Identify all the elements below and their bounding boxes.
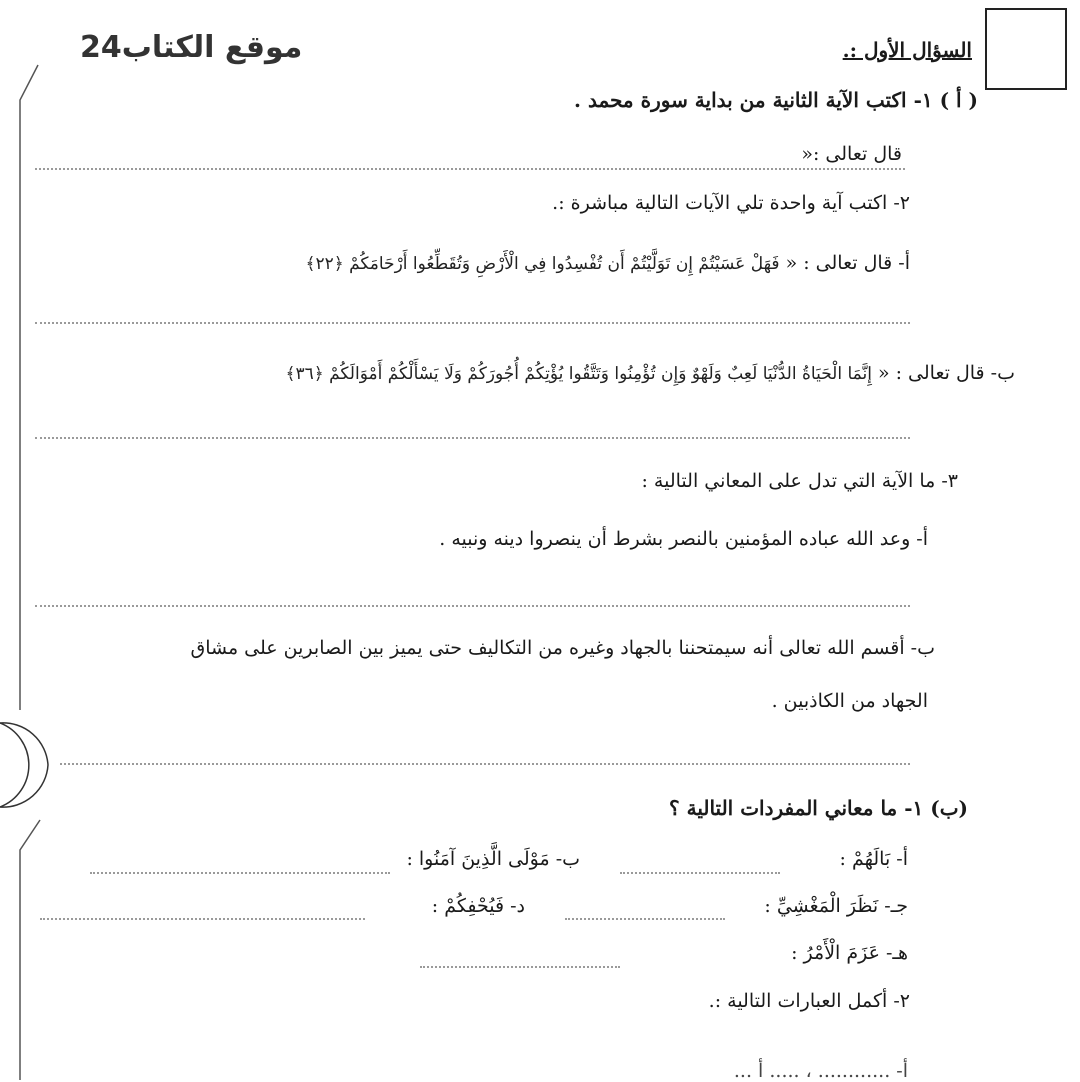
part-b-q2-a-partial: أ- ............ ، ..... أ ... (733, 1060, 908, 1082)
part-a-q1: ( أ ) ١- اكتب الآية الثانية من بداية سورة محمد . (574, 88, 978, 112)
q2-a-verse: فَهَلْ عَسَيْتُمْ إِن تَوَلَّيْتُمْ أَن تُفْسِدُوا فِي الْأَرْضِ وَتُقَطِّعُوا أَرْحَامَكُمْ ﴿٢٢﴾ (305, 254, 780, 274)
vocab-e-label: هـ- عَزَمَ الْأَمْرُ : (791, 942, 908, 964)
part-a-q3-a: أ- وعد الله عباده المؤمنين بالنصر بشرط أن ينصروا دينه ونبيه . (439, 528, 928, 550)
answer-line[interactable] (420, 966, 620, 968)
answer-line[interactable] (60, 763, 910, 765)
part-a-q3-b-line2: الجهاد من الكاذبين . (771, 690, 928, 712)
q2-b-verse: إِنَّمَا الْحَيَاةُ الدُّنْيَا لَعِبٌ وَلَهْوٌ وَإِن تُؤْمِنُوا وَتَتَّقُوا يُؤْتِكُمْ أُجُورَكُمْ وَلَا يَسْأَلْكُمْ أَمْوَالَكُمْ ﴿٣٦﴾ (285, 364, 872, 384)
question-title: السؤال الأول :. (842, 38, 972, 62)
answer-line[interactable] (35, 322, 910, 324)
margin-border (0, 50, 60, 1080)
vocab-d-label: د- فَيُحْفِكُمْ : (431, 895, 525, 917)
vocab-c-label: جـ- نَظَرَ الْمَغْشِيِّ : (764, 895, 908, 917)
part-a-q3-b-line1: ب- أقسم الله تعالى أنه سيمتحننا بالجهاد وغيره من التكاليف حتى يميز بين الصابرين على مشاق (190, 637, 935, 659)
binder-hole-circle (0, 715, 60, 815)
part-a-q2: ٢- اكتب آية واحدة تلي الآيات التالية مباشرة :. (552, 192, 910, 214)
q2-b-row (285, 362, 1015, 384)
score-box (985, 8, 1067, 90)
answer-line[interactable] (35, 168, 905, 170)
part-a-q3: ٣- ما الآية التي تدل على المعاني التالية : (641, 470, 958, 492)
answer-line[interactable] (90, 872, 390, 874)
q2-b-label: ب- قال تعالى : « (877, 362, 1015, 384)
answer-line[interactable] (35, 437, 910, 439)
q2-a-row (305, 252, 910, 274)
q2-a-label: أ- قال تعالى : « (785, 252, 910, 274)
q1-answer-label: قال تعالى :« (801, 143, 902, 165)
part-b-q2: ٢- أكمل العبارات التالية :. (708, 990, 910, 1012)
answer-line[interactable] (620, 872, 780, 874)
vocab-a-label: أ- بَالَهُمْ : (839, 848, 908, 870)
answer-line[interactable] (565, 918, 725, 920)
answer-line[interactable] (35, 605, 910, 607)
watermark-text: موقع الكتاب24 (80, 30, 303, 65)
answer-line[interactable] (40, 918, 365, 920)
part-b-q1: (ب) ١- ما معاني المفردات التالية ؟ (669, 796, 968, 820)
vocab-b-label: ب- مَوْلَى الَّذِينَ آمَنُوا : (406, 848, 580, 870)
